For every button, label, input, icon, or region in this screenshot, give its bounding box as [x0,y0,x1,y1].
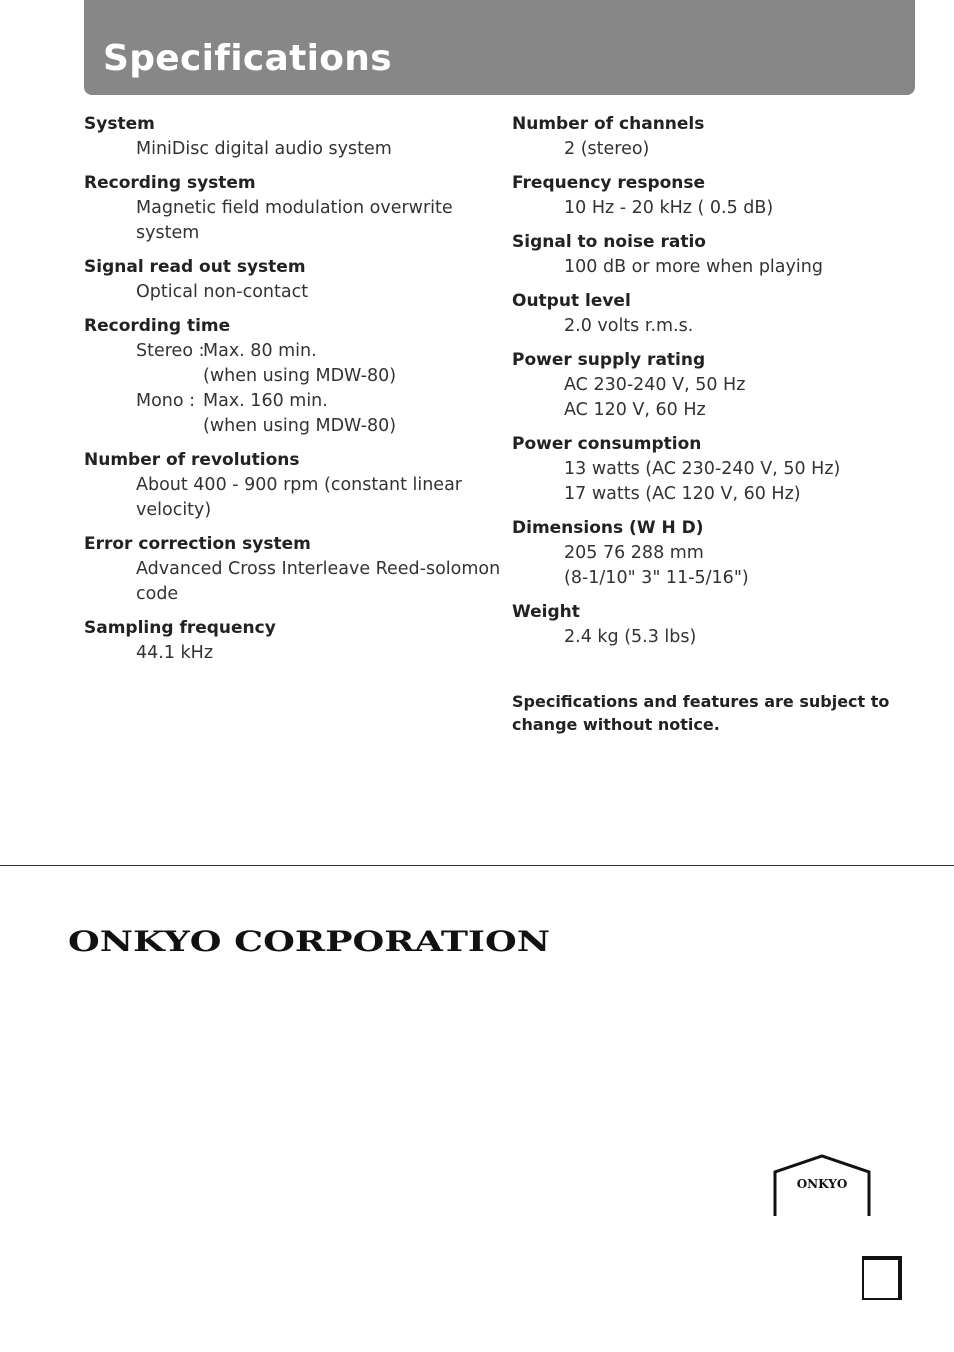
spec-label: Signal read out system [84,257,306,277]
spec-item [84,532,501,607]
spec-label: Dimensions (W H D) [512,518,704,538]
spec-value [84,641,494,666]
spec-value [84,196,494,246]
spec-item [512,432,912,507]
page-title: Specifications [103,38,392,79]
svg-text:ONKYO: ONKYO [796,1177,848,1191]
specs-change-notice: Specifications and features are subject to change without notice. [512,692,890,734]
onkyo-corporation-logo [68,926,550,956]
spec-value [84,137,494,162]
spec-label: Recording system [84,173,256,193]
spec-value [84,557,501,607]
spec-value-line: 205 76 288 mm [564,543,704,563]
spec-label: Frequency response [512,173,706,193]
recording-time-value [203,339,396,389]
spec-item [84,616,494,666]
spec-label: Number of revolutions [84,450,300,470]
spec-value-line: velocity) [136,500,212,520]
spec-value-line: Optical non-contact [136,282,309,302]
spec-item [512,289,912,339]
spec-value-line: About 400 - 900 rpm (constant linear [136,475,462,495]
svg-text:ONKYO CORPORATION: ONKYO CORPORATION [68,926,550,956]
spec-item [512,516,912,591]
specs-right-column [512,112,912,736]
spec-value-line: 17 watts (AC 120 V, 60 Hz) [564,484,801,504]
spec-value [512,541,912,591]
spec-value-line: Advanced Cross Interleave Reed-solomon [136,559,501,579]
recording-time-row [136,389,494,439]
page-header [84,0,915,95]
spec-value [512,457,912,507]
spec-label: Weight [512,602,580,622]
spec-item [84,255,494,305]
spec-label: Output level [512,291,631,311]
spec-item [84,448,494,523]
spec-value [512,137,912,162]
spec-label: Signal to noise ratio [512,232,706,252]
spec-value-line: (when using MDW-80) [203,366,397,386]
spec-value-line: 2.4 kg (5.3 lbs) [564,627,697,647]
spec-item [512,171,912,221]
spec-label: Number of channels [512,114,705,134]
footer-divider [0,865,954,866]
spec-value-line: MiniDisc digital audio system [136,139,392,159]
spec-label: Power consumption [512,434,702,454]
spec-value [512,625,912,650]
spec-value [84,280,494,305]
page-number-box [862,1256,902,1300]
spec-value [512,314,912,339]
spec-value-line: 2 (stereo) [564,139,650,159]
spec-value-line: 44.1 kHz [136,643,214,663]
spec-item [84,112,494,162]
spec-item [512,348,912,423]
spec-item [512,230,912,280]
spec-item [84,314,494,439]
spec-value [84,339,494,439]
spec-item [512,600,912,650]
spec-label: Sampling frequency [84,618,276,638]
spec-item [512,112,912,162]
spec-value-line: Max. 80 min. [203,341,317,361]
recording-mode-label: Mono : [136,391,196,411]
spec-value-line: Max. 160 min. [203,391,328,411]
spec-value-line: code [136,584,179,604]
spec-value-line: system [136,223,200,243]
specs-left-column [84,112,501,675]
spec-label: Error correction system [84,534,311,554]
onkyo-brand-logo [773,1154,871,1218]
spec-value [84,473,494,523]
spec-value [512,373,912,423]
spec-value-line: 100 dB or more when playing [564,257,823,277]
spec-item [84,171,494,246]
recording-time-value [203,389,396,439]
spec-value-line: Magnetic field modulation overwrite [136,198,453,218]
spec-value-line: AC 230-240 V, 50 Hz [564,375,746,395]
spec-value-line: (8-1/10" 3" 11-5/16") [564,568,749,588]
spec-value [512,255,912,280]
spec-label: Power supply rating [512,350,706,370]
spec-value-line: 2.0 volts r.m.s. [564,316,694,336]
spec-value-line: 13 watts (AC 230-240 V, 50 Hz) [564,459,841,479]
spec-value-line: AC 120 V, 60 Hz [564,400,706,420]
spec-value [512,196,912,221]
spec-label: Recording time [84,316,231,336]
recording-time-row [136,339,494,389]
spec-value-line: (when using MDW-80) [203,416,397,436]
spec-value-line: 10 Hz - 20 kHz ( 0.5 dB) [564,198,774,218]
recording-mode-label: Stereo : [136,341,205,361]
spec-label: System [84,114,155,134]
